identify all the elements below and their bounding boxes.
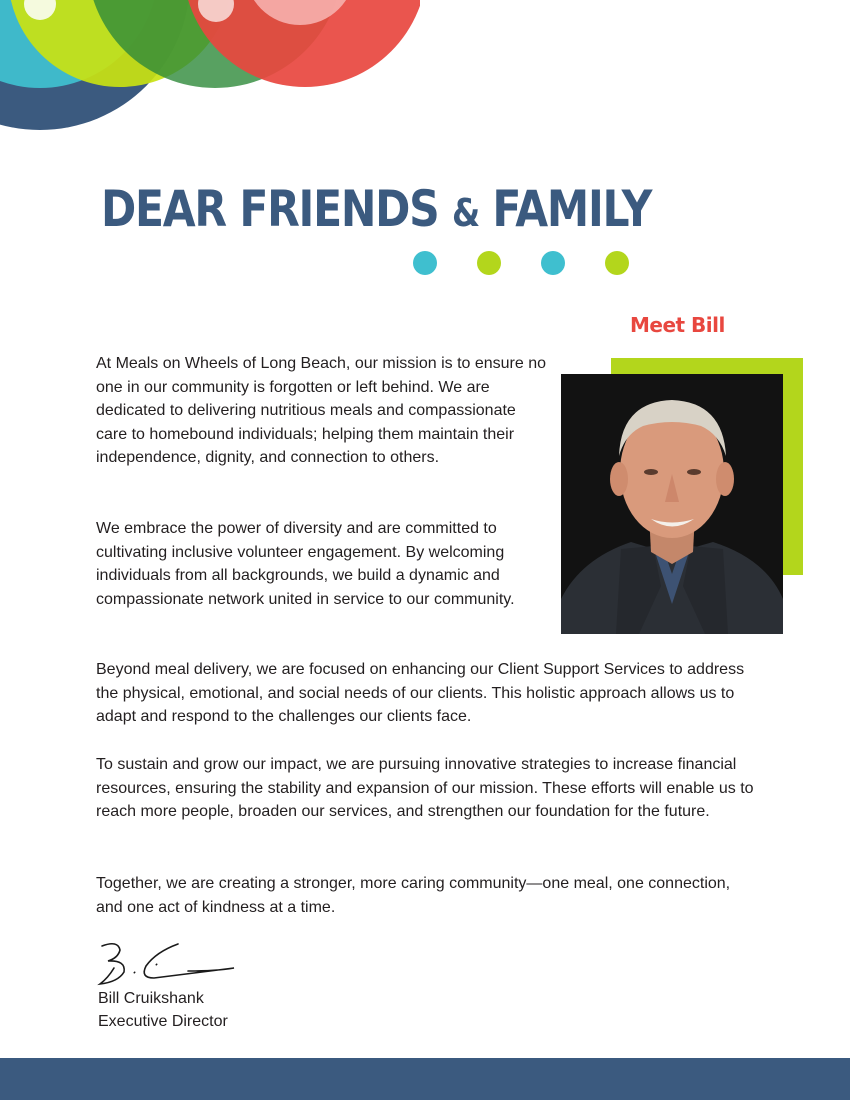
page-title (101, 178, 651, 244)
meet-bill-heading: Meet Bill (630, 313, 725, 337)
dot-icon (605, 251, 629, 275)
letter-paragraph-4: To sustain and grow our impact, we are pursuing innovative strategies to increase financial resources, ensuring the stability and expansion of our mission. These efforts will enable us to reach more people, broaden our services, and strengthen our foundation for the future. (96, 756, 754, 820)
title-text-end: FAMILY (478, 180, 652, 238)
title-ampersand: & (452, 191, 479, 235)
portrait-photo (561, 374, 783, 634)
footer-bar (0, 1058, 850, 1100)
signatory-name: Bill Cruikshank (98, 990, 204, 1007)
title-text-start: DEAR FRIENDS (101, 180, 453, 238)
handwritten-signature-icon (96, 938, 241, 988)
letter-paragraph-5: Together, we are creating a stronger, more caring community—one meal, one connection, and one act of kindness at a time. (96, 875, 731, 916)
decorative-dots (413, 251, 629, 275)
letter-paragraph-2: We embrace the power of diversity and are committed to cultivating inclusive volunteer engagement. By welcoming individuals from all backgrounds, we build a dynamic and compassionate network united in service to our community. (96, 520, 515, 608)
dot-icon (477, 251, 501, 275)
portrait-photo-icon (561, 374, 783, 634)
dot-icon (541, 251, 565, 275)
letter-paragraph-3: Beyond meal delivery, we are focused on enhancing our Client Support Services to address the physical, emotional, and social needs of our clients. This holistic approach allows us to adapt and respond to the challenges our clients face. (96, 661, 745, 725)
decorative-circles-graphic (0, 0, 420, 140)
letter-paragraph-1: At Meals on Wheels of Long Beach, our mission is to ensure no one in our community is forgotten or left behind. We are dedicated to delivering nutritious meals and compassionate care to homebound individuals; helping them maintain their independence, dignity, and connection to others. (96, 355, 547, 466)
signatory-title: Executive Director (98, 1013, 228, 1030)
dot-icon (413, 251, 437, 275)
